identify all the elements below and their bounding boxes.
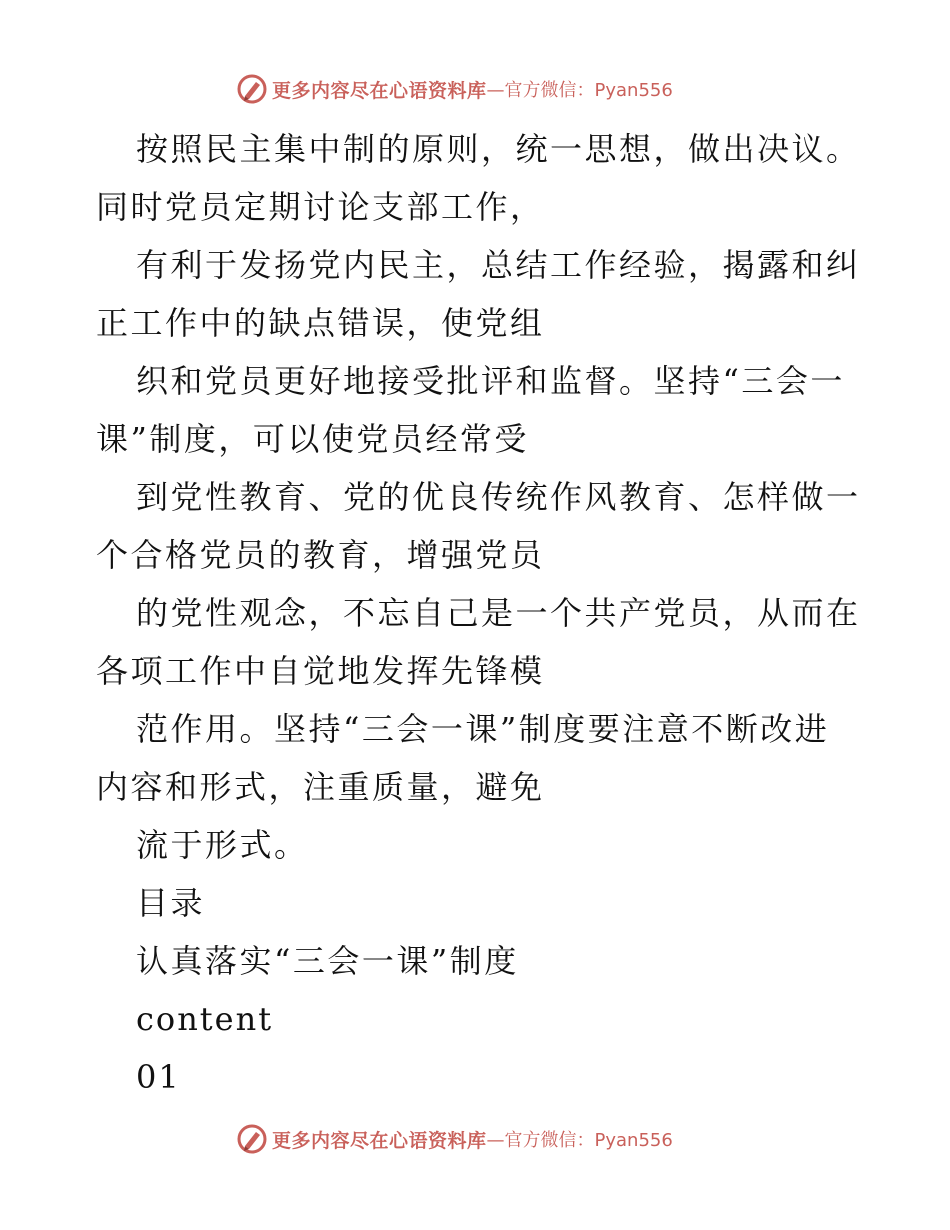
paragraph-line: 内容和形式，注重质量，避免 [96,768,545,806]
header-banner-sub: —官方微信：Pyan556 [486,80,673,101]
paragraph-line: 的党性观念，不忘自己是一个共产党员，从而在 [136,594,861,632]
header-banner [236,72,673,106]
pen-circle-logo-icon [236,73,268,105]
toc-item-title: 认真落实“三会一课”制度 [136,942,519,980]
paragraph-line: 同时党员定期讨论支部工作， [96,188,545,226]
header-banner-main: 更多内容尽在心语资料库 [272,79,487,102]
pen-circle-logo-icon [236,1123,268,1155]
paragraph-line: 范作用。坚持“三会一课”制度要注意不断改进 [136,710,830,748]
toc-heading: 目录 [136,884,206,922]
document-body [96,120,861,1106]
paragraph-line: 有利于发扬党内民主，总结工作经验，揭露和纠 [136,246,861,284]
paragraph-line: 各项工作中自觉地发挥先锋模 [96,652,545,690]
toc-item-number: 01 [136,1058,181,1096]
footer-banner-sub: —官方微信：Pyan556 [486,1130,673,1151]
paragraph-line: 个合格党员的教育，增强党员 [96,536,545,574]
paragraph-line: 按照民主集中制的原则，统一思想，做出决议。 [136,130,861,168]
paragraph-line: 织和党员更好地接受批评和监督。坚持“三会一 [136,362,845,400]
paragraph-line: 正工作中的缺点错误，使党组 [96,304,545,342]
footer-banner-main: 更多内容尽在心语资料库 [272,1129,487,1152]
footer-banner [236,1122,673,1156]
paragraph-line: 到党性教育、党的优良传统作风教育、怎样做一 [136,478,861,516]
paragraph-line: 课”制度，可以使党员经常受 [96,420,529,458]
toc-content-label: content [136,1000,274,1038]
paragraph-line: 流于形式。 [136,826,309,864]
